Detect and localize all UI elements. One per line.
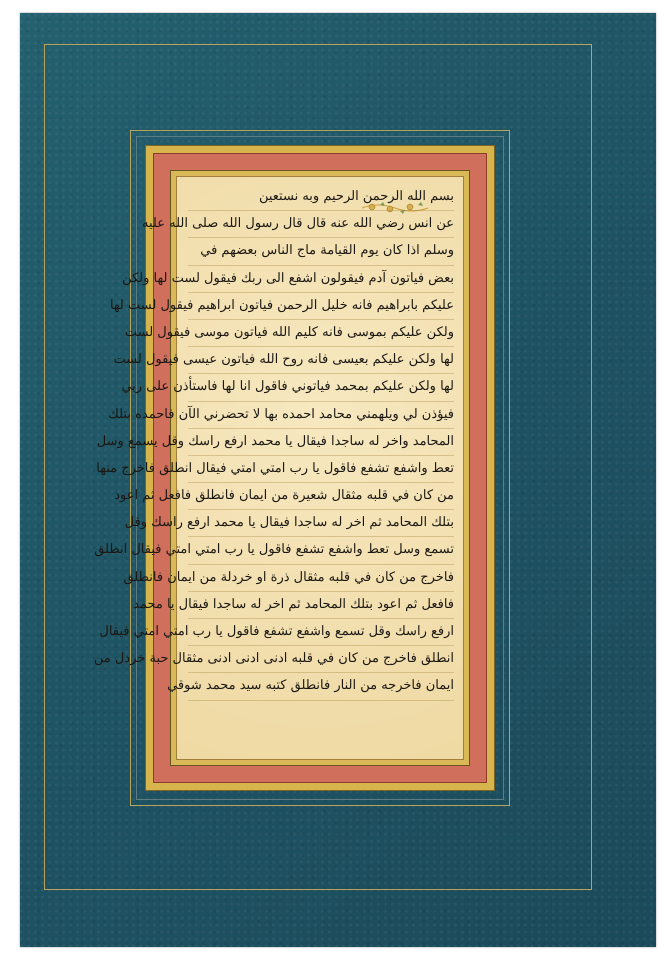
calligraphy-line-11: تعط واشفع تشفع فاقول يا رب امتي امتي فيقال انطلق فاخرج منها [188, 456, 454, 483]
calligraphy-line-18: انطلق فاخرج من كان في قلبه ادنى ادنى ادنى مثقال حبة خردل من [188, 646, 454, 673]
calligraphy-line-4: بعض فياتون آدم فيقولون اشفع الى ربك فيقول لست لها ولكن [188, 266, 454, 293]
calligraphy-line-13: بتلك المحامد ثم اخر له ساجدا فيقال يا محمد ارفع راسك وقل [188, 510, 454, 537]
calligraphy-line-8: لها ولكن عليكم بمحمد فياتوني فاقول انا لها فاستأذن على ربي [188, 374, 454, 401]
calligraphy-line-7: لها ولكن عليكم بعيسى فانه روح الله فياتون عيسى فيقول لست [188, 347, 454, 374]
calligraphy-line-17: ارفع راسك وقل تسمع واشفع تشفع فاقول يا رب امتي امتي فيقال [188, 619, 454, 646]
calligraphy-line-16: فافعل ثم اعود بتلك المحامد ثم اخر له ساجدا فيقال يا محمد [188, 592, 454, 619]
calligraphy-line-5: عليكم بابراهيم فانه خليل الرحمن فياتون ابراهيم فيقول لست لها [188, 293, 454, 320]
calligraphy-line-6: ولكن عليكم بموسى فانه كليم الله فياتون موسى فيقول لست [188, 320, 454, 347]
calligraphy-line-9: فيؤذن لي ويلهمني محامد احمده بها لا تحضرني الآن فاحمده بتلك [188, 402, 454, 429]
calligraphy-line-19: ايمان فاخرجه من النار فانطلق كتبه سيد محمد شوقي [188, 673, 454, 700]
calligraphy-line-2: عن انس رضي الله عنه قال قال رسول الله صلى الله عليه [188, 211, 454, 238]
calligraphy-line-3: وسلم اذا كان يوم القيامة ماج الناس بعضهم في [188, 238, 454, 265]
calligraphy-text-block [93, 184, 454, 754]
calligraphy-line-12: من كان في قلبه مثقال شعيرة من ايمان فانطلق فافعل ثم اعود [188, 483, 454, 510]
calligraphy-line-1: بسم الله الرحمن الرحيم وبه نستعين [188, 184, 454, 211]
calligraphy-line-14: تسمع وسل تعط واشفع تشفع فاقول يا رب امتي امتي فيقال انطلق [188, 537, 454, 564]
calligraphy-line-15: فاخرج من كان في قلبه مثقال ذرة او خردلة من ايمان فانطلق [188, 565, 454, 592]
calligraphy-line-10: المحامد واخر له ساجدا فيقال يا محمد ارفع راسك وقل يسمع وسل [188, 429, 454, 456]
